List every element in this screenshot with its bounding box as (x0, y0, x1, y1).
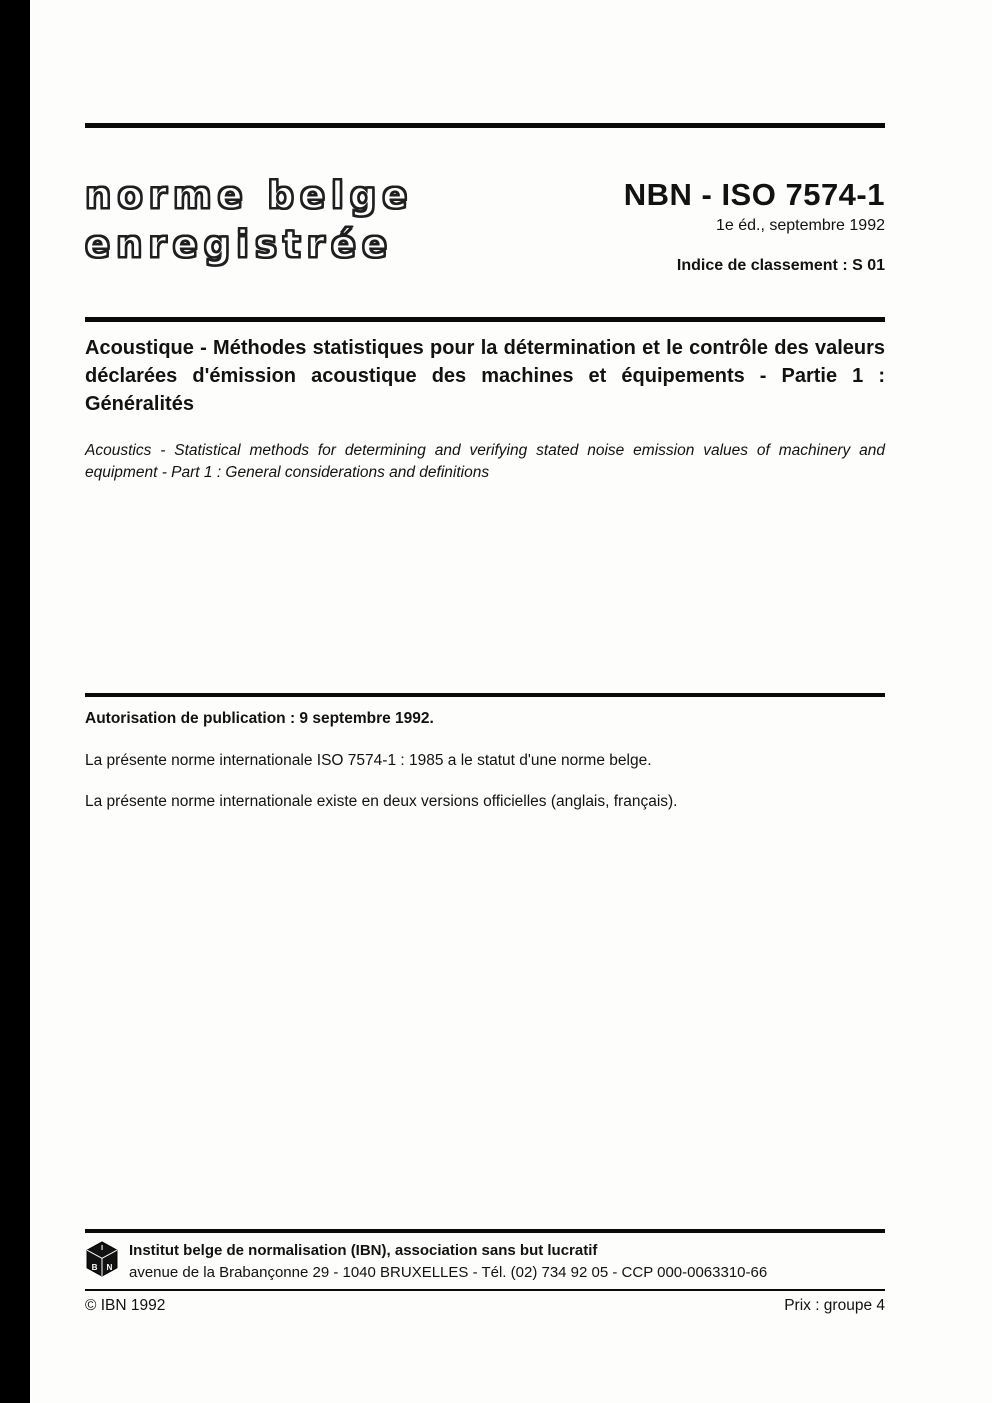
ibn-cube-logo-icon (85, 1240, 119, 1278)
title-french: Acoustique - Méthodes statistiques pour la détermination et le contrôle des valeurs déclarées d'émission acoustique des machines et équipements - Partie 1 : Généralités (85, 337, 885, 415)
authorization-statement: Autorisation de publication : 9 septembre 1992. (85, 710, 434, 727)
svg-text:N: N (106, 1262, 113, 1272)
title-rule (85, 317, 885, 322)
standard-number: NBN - ISO 7574-1 (623, 177, 885, 212)
publisher-block (85, 1240, 885, 1284)
document-identity-block (465, 178, 885, 275)
svg-text:B: B (91, 1262, 98, 1272)
binding-edge-bar (0, 0, 30, 1403)
publisher-address: avenue de la Brabançonne 29 - 1040 BRUXELLES - Tél. (02) 734 92 05 - CCP 000-0063310-66 (129, 1263, 768, 1281)
publisher-text (129, 1240, 767, 1284)
norme-belge-wordmark (85, 172, 413, 270)
price-group: Prix : groupe 4 (784, 1297, 885, 1314)
footer-top-rule (85, 1229, 885, 1233)
versions-note: La présente norme internationale existe en deux versions officielles (anglais, français). (85, 793, 678, 810)
title-english: Acoustics - Statistical methods for determining and verifying stated noise emission values of machinery and equipment - Part 1 : General considerations and definitions (85, 442, 885, 481)
footer-bottom-row (85, 1297, 885, 1315)
classification-index: Indice de classement : S 01 (676, 257, 885, 275)
edition-date: 1e éd., septembre 1992 (715, 217, 885, 235)
status-note: La présente norme internationale ISO 7574-1 : 1985 a le statut d'une norme belge. (85, 752, 652, 769)
footer-bottom-rule (85, 1289, 885, 1291)
top-rule (85, 123, 885, 128)
authorization-rule (85, 693, 885, 697)
wordmark-line1: norme belge (85, 174, 414, 217)
publisher-name: Institut belge de normalisation (IBN), association sans but lucratif (129, 1242, 598, 1259)
wordmark-line2: enregistrée (85, 222, 394, 266)
svg-text:I: I (100, 1243, 104, 1253)
copyright-notice: © IBN 1992 (85, 1297, 166, 1314)
